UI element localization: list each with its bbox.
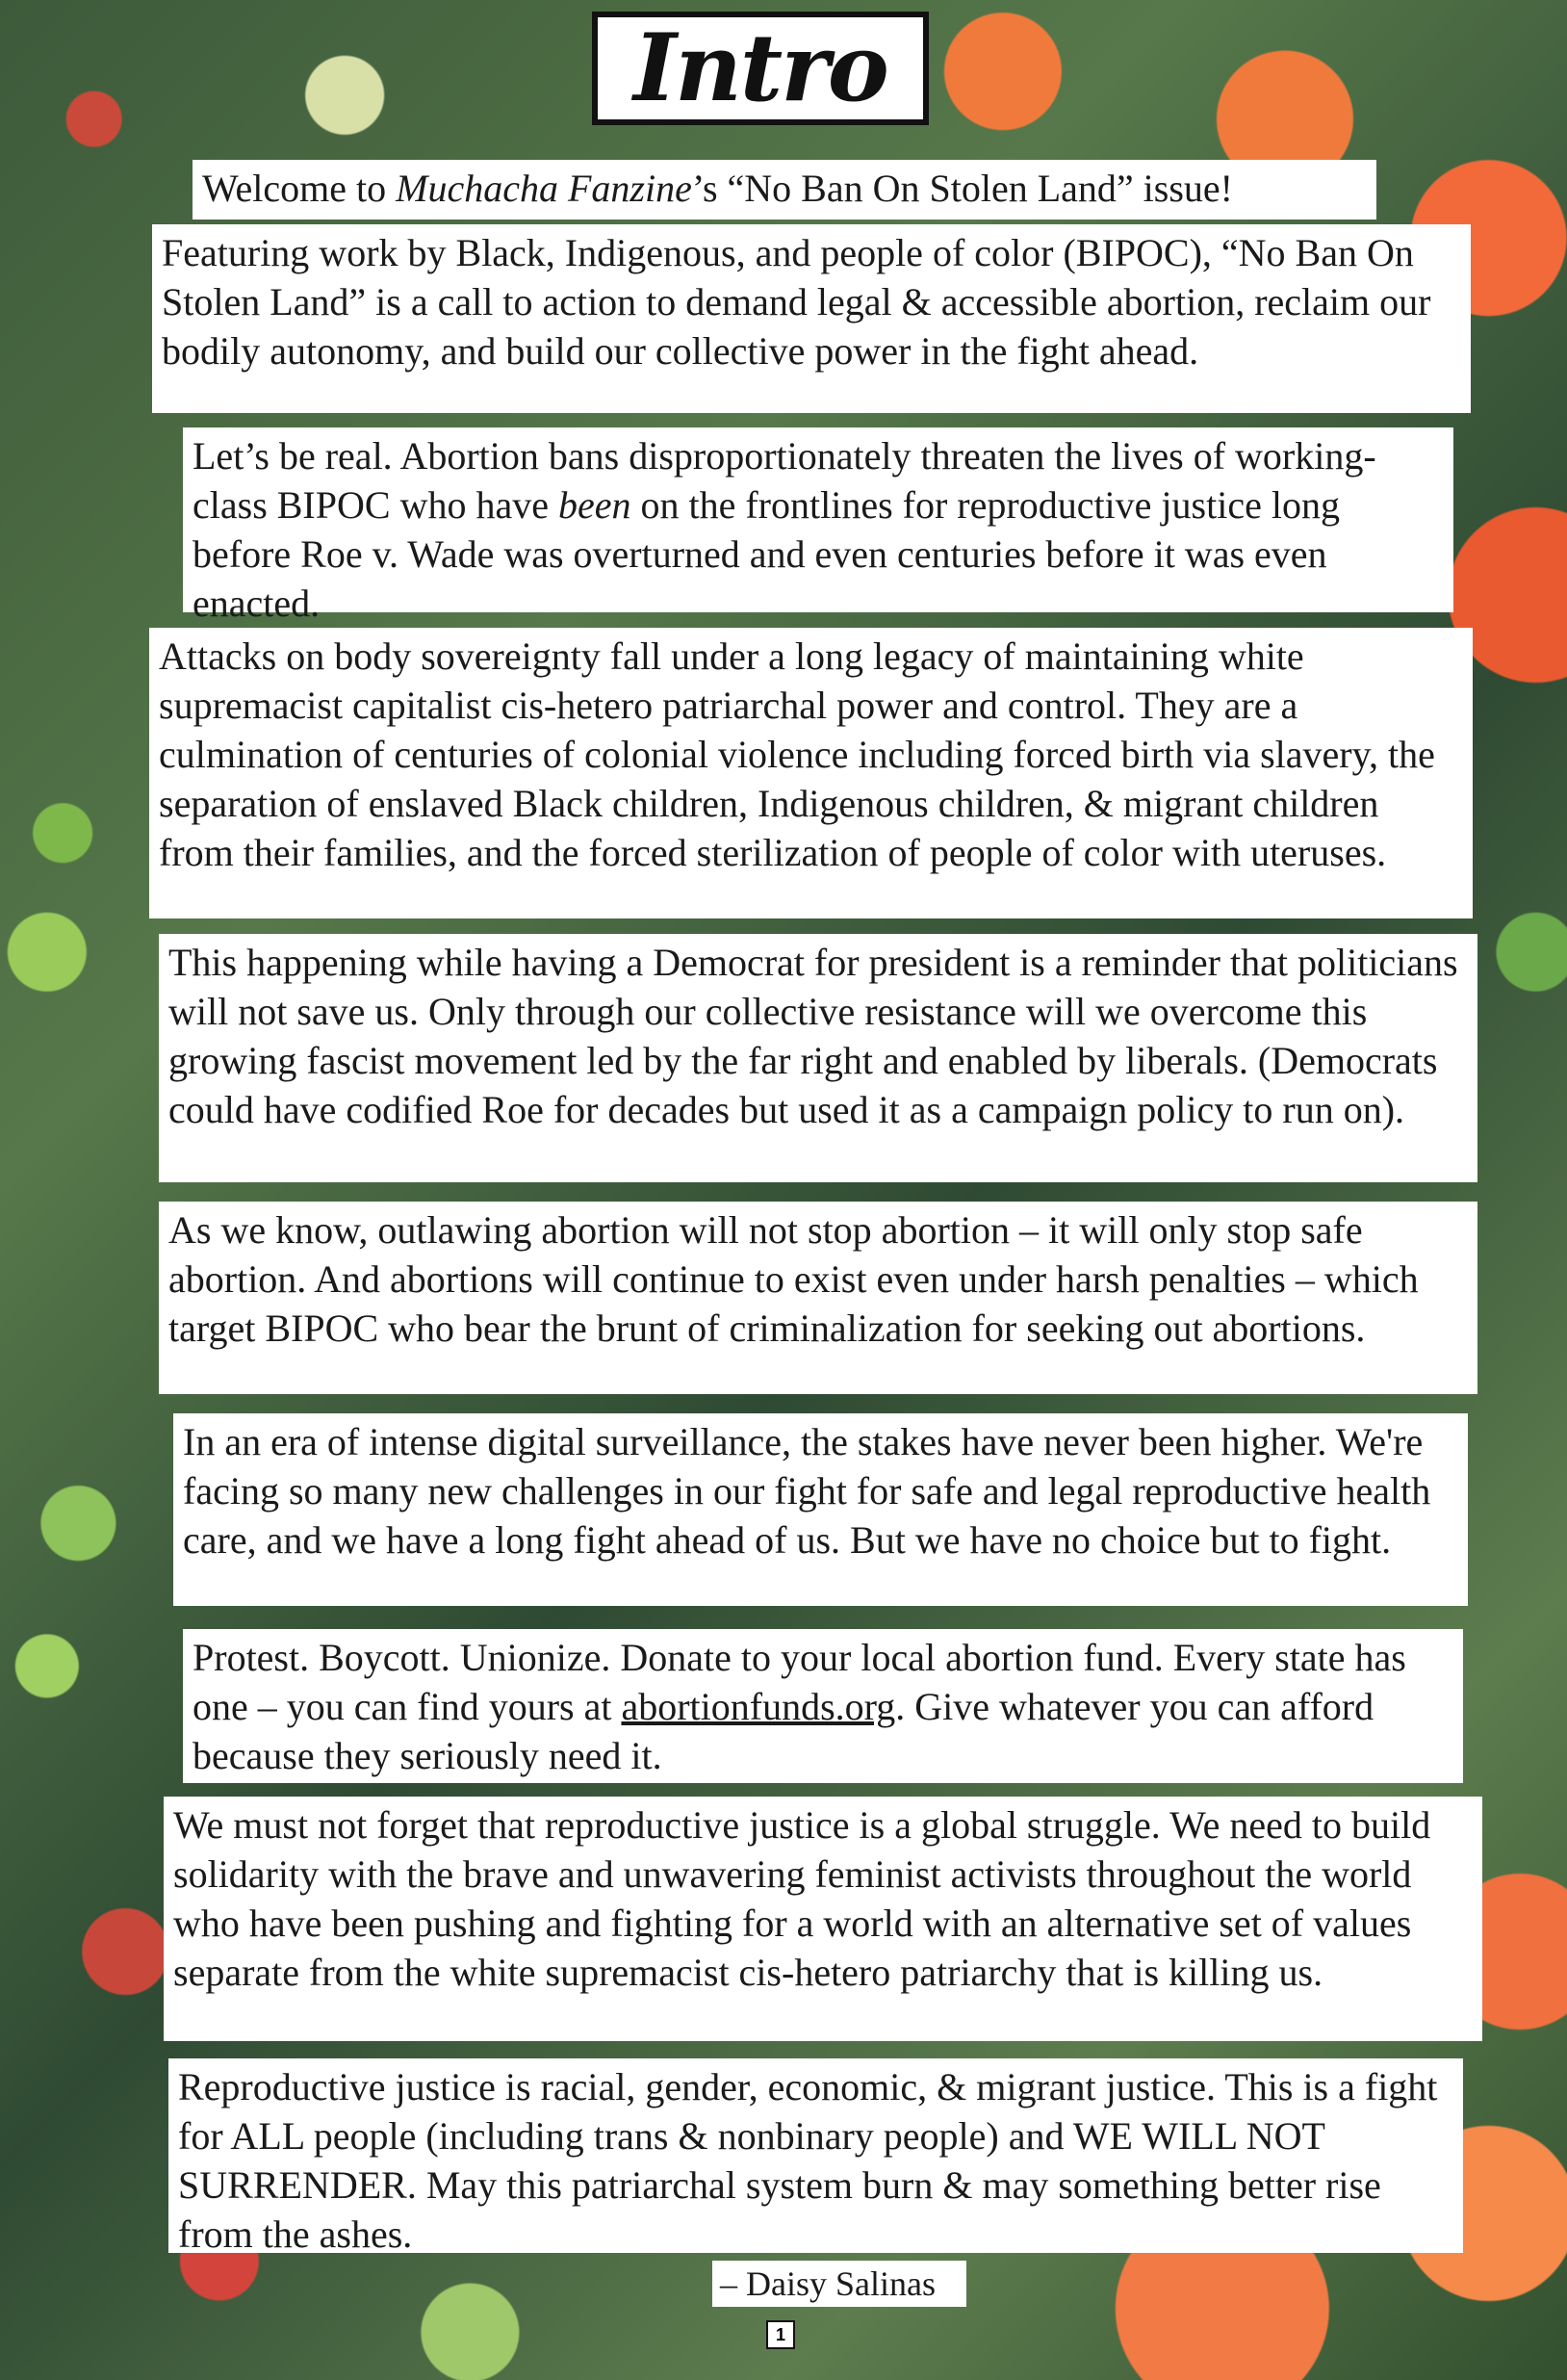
paragraph-racial-justice: Reproductive justice is racial, gender, economic, & migrant justice. This is a fight for ALL people (including trans & nonbinary people) and WE WILL NOT SURRENDER. May this patriarchal system burn & may something better rise from the ashes. xyxy=(168,2058,1463,2253)
paragraph-democrat: This happening while having a Democrat for president is a reminder that politicians will not save us. Only through our collective resistance will we overcome this growing fascist movement led by the far right and enabled by liberals. (Democrats could have codified Roe for decades but used it as a campaign policy to run on). xyxy=(159,934,1477,1182)
author-signature: – Daisy Salinas xyxy=(712,2261,966,2307)
abortion-funds-link[interactable]: abortionfunds.org xyxy=(621,1685,896,1728)
paragraph-protest xyxy=(183,1629,1463,1783)
p2-post: on the frontlines for reproductive justice long before Roe v. Wade was overturned and even centuries before it was even enacted. xyxy=(193,483,1340,625)
paragraph-body-sovereignty: Attacks on body sovereignty fall under a long legacy of maintaining white supremacist capitalist cis-hetero patriarchal power and control. They are a culmination of centuries of colonial violence including forced birth via slavery, the separation of enslaved Black children, Indigenous children, & migrant children from their families, and the forced sterilization of people of color with uteruses. xyxy=(149,628,1473,918)
p2-em: been xyxy=(557,483,631,527)
page-title-text: Intro xyxy=(633,13,887,122)
p7-pre: Protest. Boycott. Unionize. Donate to your local abortion fund. Every state has one – you can find yours at xyxy=(193,1636,1406,1728)
page-number: 1 xyxy=(766,2320,795,2349)
welcome-pre: Welcome to xyxy=(202,167,397,210)
paragraph-global-struggle: We must not forget that reproductive justice is a global struggle. We need to build solidarity with the brave and unwavering feminist activists throughout the world who have been pushing and fighting for a world with an alternative set of values separate from the white supremacist cis-hetero patriarchy that is killing us. xyxy=(164,1797,1482,2041)
page-title xyxy=(592,12,929,125)
welcome-line xyxy=(193,160,1376,220)
paragraph-featuring: Featuring work by Black, Indigenous, and people of color (BIPOC), “No Ban On Stolen Land” is a call to action to demand legal & accessible abortion, reclaim our bodily autonomy, and build our collective power in the fight ahead. xyxy=(152,224,1471,413)
p2-pre: Let’s be real. Abortion bans disproportionately threaten the lives of working-class BIPOC who have xyxy=(193,434,1376,527)
p7-post: . Give whatever you can afford because they seriously need it. xyxy=(193,1685,1374,1777)
paragraph-outlawing: As we know, outlawing abortion will not stop abortion – it will only stop safe abortion. And abortions will continue to exist even under harsh penalties – which target BIPOC who bear the brunt of criminalization for seeking out abortions. xyxy=(159,1202,1477,1394)
paragraph-surveillance: In an era of intense digital surveillance, the stakes have never been higher. We're facing so many new challenges in our fight for safe and legal reproductive health care, and we have a long fight ahead of us. But we have no choice but to fight. xyxy=(173,1413,1468,1606)
welcome-post: ’s “No Ban On Stolen Land” issue! xyxy=(691,167,1233,210)
paragraph-lets-be-real xyxy=(183,427,1453,625)
zine-name: Muchacha Fanzine xyxy=(396,167,692,210)
